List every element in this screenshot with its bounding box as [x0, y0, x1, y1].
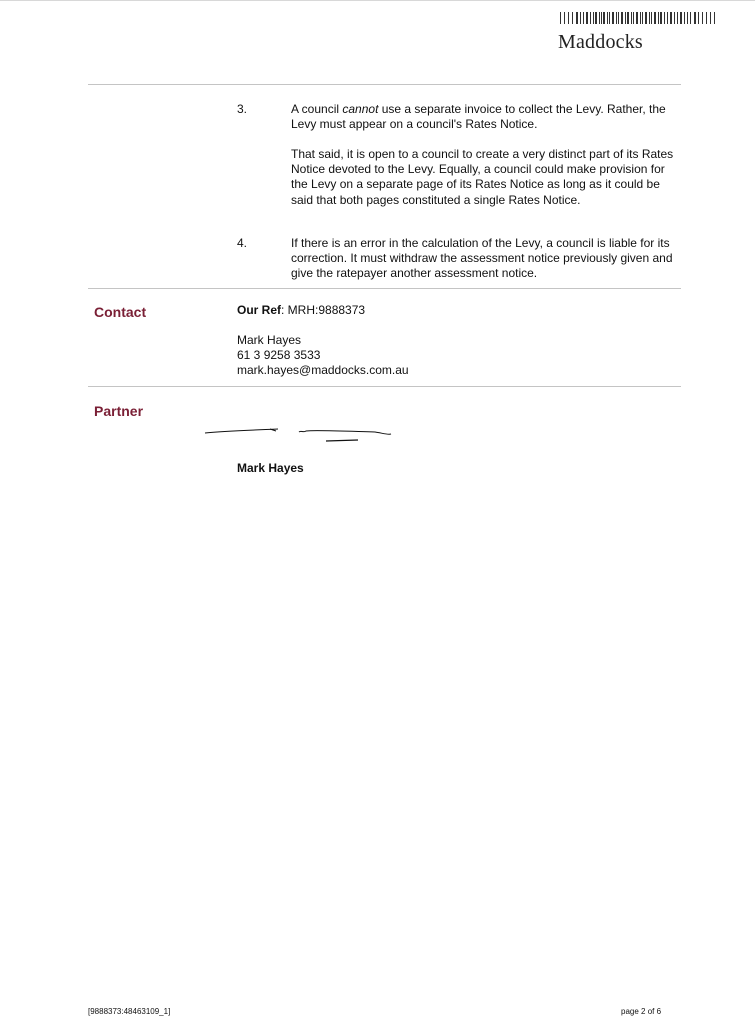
- partner-name: Mark Hayes: [237, 461, 304, 475]
- handwritten-signature: [200, 420, 400, 450]
- section-divider: [88, 288, 681, 289]
- our-ref: [237, 303, 365, 318]
- our-ref-value: : MRH:9888373: [281, 303, 366, 317]
- page-number: page 2 of 6: [621, 1007, 662, 1016]
- partner-label: Partner: [94, 403, 144, 419]
- section-divider: [88, 386, 681, 387]
- contact-email: mark.hayes@maddocks.com.au: [237, 363, 409, 377]
- item-number: 3.: [237, 102, 248, 116]
- contact-phone: 61 3 9258 3533: [237, 348, 321, 362]
- page-top-edge: [0, 0, 755, 1]
- item-3-paragraph-1: [291, 102, 683, 132]
- item-3-emphasis: cannot: [342, 102, 379, 116]
- item-3-text-before: A council: [291, 102, 343, 116]
- item-3-paragraph-2: That said, it is open to a council to create a very distinct part of its Rates Notice devoted to the Levy. Equally, a council could make provision for the Levy on a separate page of its Rates Notice as long as it could be said that both pages constituted a single Rates Notice.: [291, 147, 674, 207]
- contact-label: Contact: [94, 304, 147, 320]
- header-divider: [88, 84, 681, 85]
- contact-name: Mark Hayes: [237, 333, 302, 347]
- item-3-text-after: use a separate invoice to collect the Levy. Rather, the Levy must appear on a council's Rates Notice.: [291, 102, 666, 132]
- barcode-icon: [560, 12, 716, 24]
- item-number: 4.: [237, 236, 248, 250]
- document-reference: [9888373:48463109_1]: [88, 1007, 171, 1016]
- our-ref-label: Our Ref: [237, 303, 282, 317]
- company-logo: Maddocks: [558, 31, 643, 53]
- item-4-paragraph: If there is an error in the calculation of the Levy, a council is liable for its correction. It must withdraw the assessment notice previously given and give the ratepayer another assessment notice.: [291, 236, 673, 281]
